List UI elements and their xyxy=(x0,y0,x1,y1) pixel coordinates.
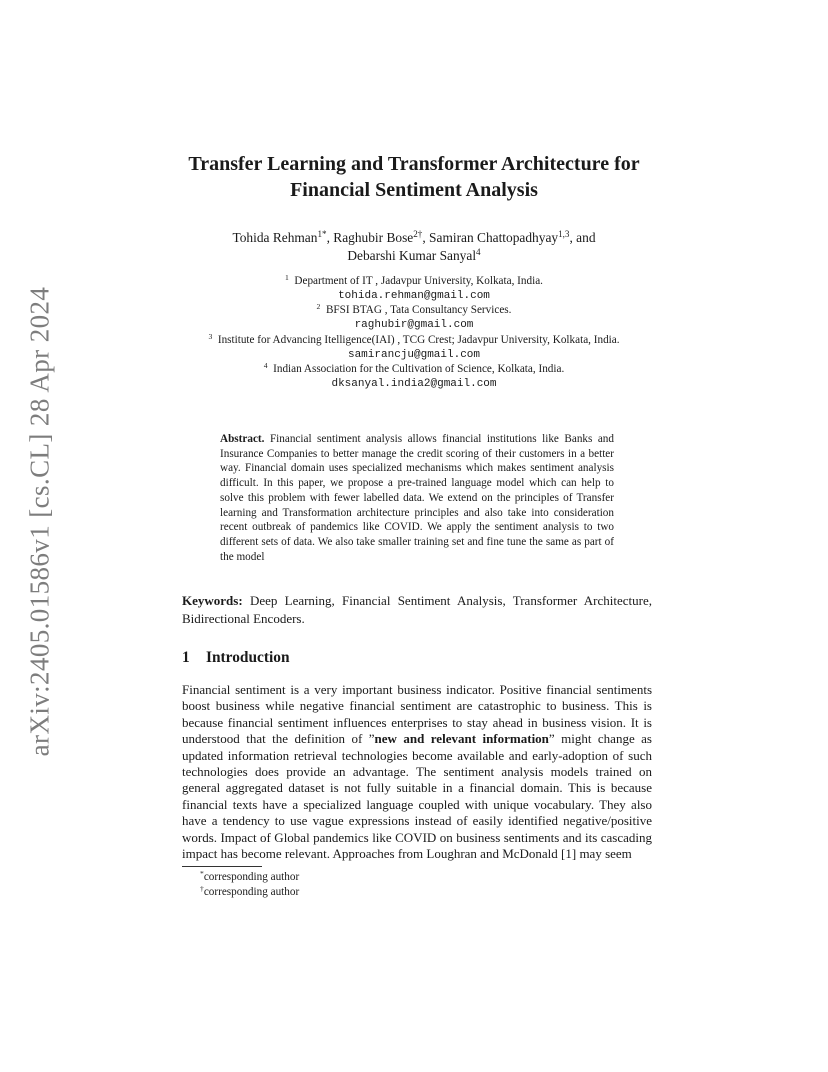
affiliation-item xyxy=(120,303,708,318)
affiliation-number: 3 xyxy=(208,331,213,341)
affiliation-text: Indian Association for the Cultivation of Science, Kolkata, India. xyxy=(273,363,565,376)
footnote-text: corresponding author xyxy=(203,871,300,883)
author-name: Debarshi Kumar Sanyal xyxy=(347,248,477,263)
abstract xyxy=(220,432,614,564)
author-conjunction: , and xyxy=(569,230,596,245)
keywords xyxy=(182,592,652,628)
affiliation-number: 2 xyxy=(316,302,321,312)
intro-bold-phrase: new and relevant information xyxy=(374,731,549,747)
author-name: Tohida Rehman xyxy=(232,230,318,245)
author-name: Samiran Chattopadhyay xyxy=(429,230,559,245)
affiliation-email: tohida.rehman@gmail.com xyxy=(338,289,490,302)
affiliation-number: 1 xyxy=(285,272,289,282)
affiliation-item xyxy=(120,274,708,289)
affiliation-email: raghubir@gmail.com xyxy=(354,319,474,332)
affiliation-item xyxy=(120,362,708,377)
section-heading xyxy=(182,648,290,668)
affiliation-list xyxy=(120,274,708,392)
footnote-item xyxy=(200,870,600,885)
footnote-item xyxy=(200,885,600,900)
keywords-text: Deep Learning, Financial Sentiment Analysis, Transformer Architecture, Bidirectional Encoders. xyxy=(182,593,653,626)
footnote-mark: † xyxy=(200,883,204,893)
intro-paragraph xyxy=(182,682,652,862)
affiliation-item xyxy=(120,333,708,348)
affiliation-text: Institute for Advancing Itelligence(IAI) , TCG Crest; Jadavpur University, Kolkata, India. xyxy=(217,333,620,346)
authors-line-2 xyxy=(150,247,678,265)
author-name: Raghubir Bose xyxy=(333,230,414,245)
affiliation-email: samirancju@gmail.com xyxy=(347,348,481,361)
author-affiliation-mark: 2† xyxy=(413,229,423,239)
abstract-label: Abstract. xyxy=(220,433,265,445)
abstract-text: Financial sentiment analysis allows financial institutions like Banks and Insurance Companies to better manage the credit scoring of their customers in a better way. Financial domain uses specialized mechanisms which makes sentiment analysis difficult. In this paper, we propose a pre-trained language model which can help to solve this problem with fewer labelled data. We extend on the principles of Transfer learning and Transformation architecture principles and also take into consideration recent outbreak of pandemics like COVID. We apply the sentiment analysis to two different sets of data. We also take smaller training set and fine tune the same as part of the model xyxy=(220,433,614,563)
footnotes xyxy=(200,870,600,900)
footnote-mark: * xyxy=(200,868,204,878)
keywords-label: Keywords: xyxy=(182,593,243,608)
affiliation-number: 4 xyxy=(263,361,268,371)
section-number: 1 xyxy=(182,649,190,666)
footnote-divider xyxy=(182,866,262,867)
title-line-2: Financial Sentiment Analysis xyxy=(290,179,538,201)
arxiv-identifier: arXiv:2405.01586v1 [cs.CL] 28 Apr 2024 xyxy=(24,286,55,756)
arxiv-stamp xyxy=(18,284,62,758)
title-line-1: Transfer Learning and Transformer Architecture for xyxy=(188,153,640,175)
intro-text-start: Financial sentiment is a very important business indicator. Positive financial sentiments boost business while negative financial sentiment are catastrophic to business. This is because financial sentiment influences enterprises to stay ahead in business vision. It is understood that the definition of ” xyxy=(182,682,652,747)
paper-title xyxy=(160,151,668,203)
affiliation-email: dksanyal.india2@gmail.com xyxy=(331,377,497,390)
author-affiliation-mark: 4 xyxy=(476,247,481,257)
authors-line-1: Tohida Rehman$^{1*}$, Raghubir Bose$^{2\dagger}$, Samiran Chattopadhyay$^{1,3}$, and xyxy=(232,229,596,245)
affiliation-text: BFSI BTAG , Tata Consultancy Services. xyxy=(325,304,512,317)
author-list xyxy=(150,229,678,265)
section-title: Introduction xyxy=(206,649,290,666)
intro-text-end: ” might change as updated information retrieval technologies become available and early-adoption of such technologies does provide an advantage. The sentiment analysis models trained on general aggregated dataset is not fully suitable in a financial domain. This is because financial texts have a specialized language coupled with unique vocabulary. They also have a tendency to use vague expressions instead of easily identified negative/positive words. Impact of Global pandemics like COVID on business sentiments and its cascading impact has become relevant. Approaches from Loughran and McDonald [1] may seem xyxy=(182,731,652,862)
author-affiliation-mark: 1,3 xyxy=(558,229,570,239)
author-affiliation-mark: 1* xyxy=(317,229,327,239)
footnote-text: corresponding author xyxy=(203,886,300,898)
affiliation-text: Department of IT , Jadavpur University, Kolkata, India. xyxy=(294,275,543,287)
